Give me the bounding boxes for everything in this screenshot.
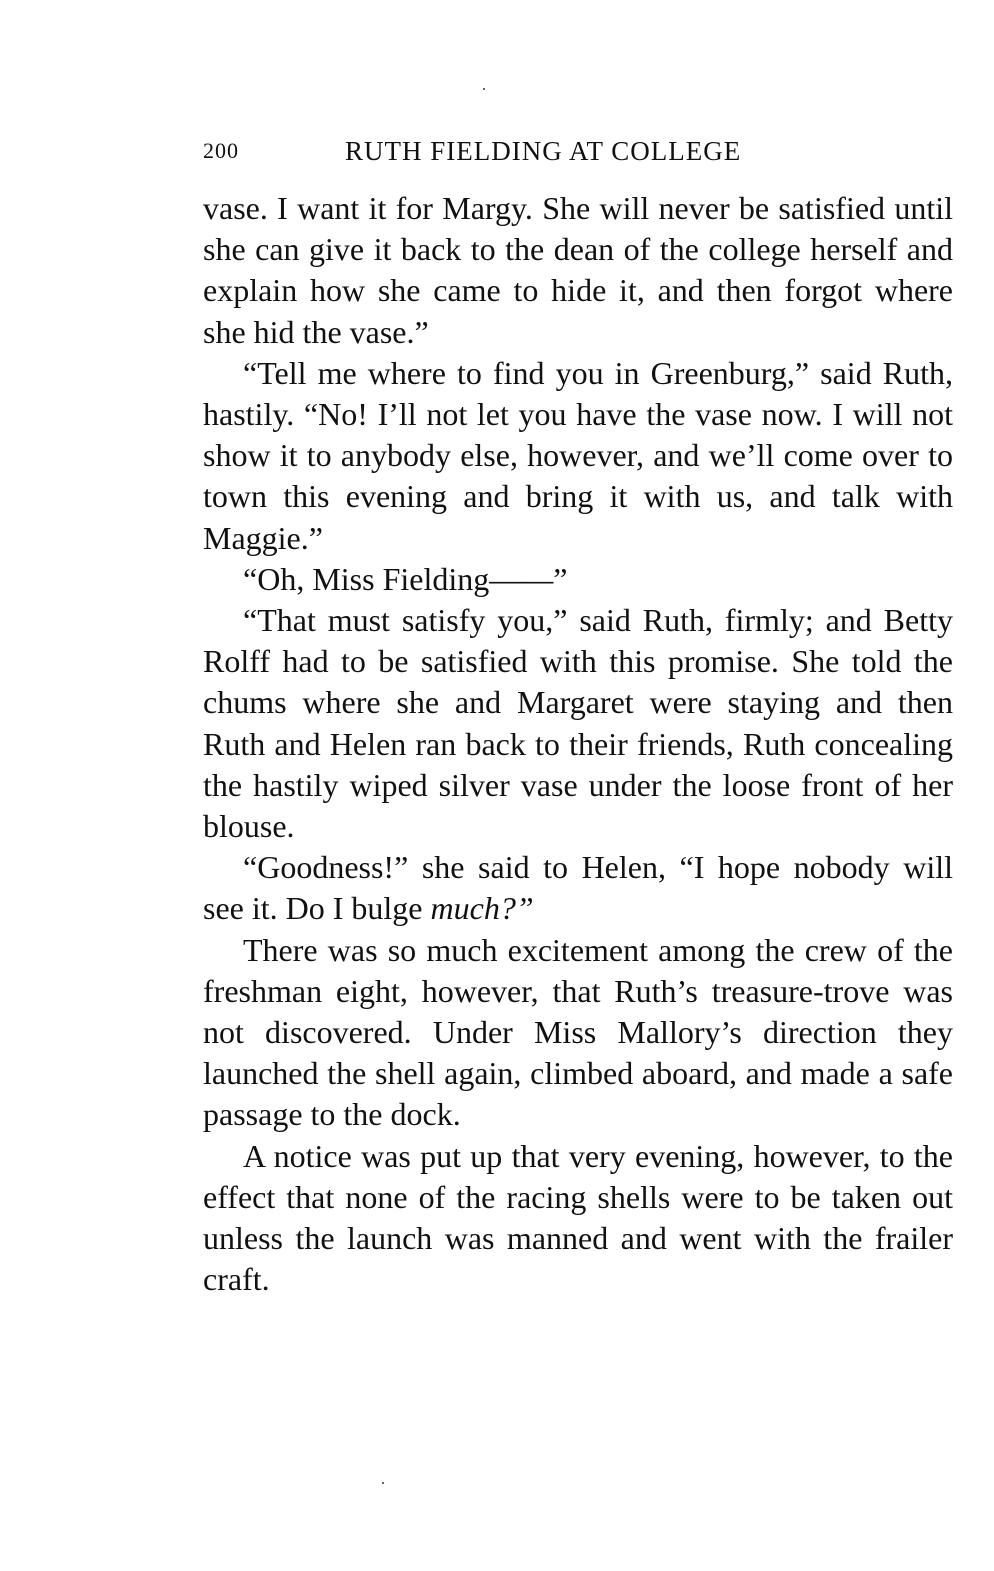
emphasis-text: much?” (430, 890, 534, 927)
running-header (203, 136, 953, 172)
print-speck (483, 88, 485, 90)
paragraph: A notice was put up that very evening, however, to the effect that none of the racing shells were to be taken out unless the launch was manned and went with the frailer craft. (203, 1137, 953, 1298)
body-text (203, 188, 953, 1300)
paragraph: “Oh, Miss Fielding——” (243, 560, 568, 597)
paragraph: “Tell me where to find you in Greenburg,” said Ruth, hastily. “No! I’ll not let you have the vase now. I will not show it to anybody else, however, and we’ll come over to town this evening and bring it with us, and talk with Maggie.” (203, 354, 953, 556)
paragraph: There was so much excitement among the crew of the freshman eight, however, that Ruth’s treasure-trove was not discovered. Under Miss Mallory’s direction they launched the shell again, climbed aboard, and made a safe passage to the dock. (203, 931, 953, 1133)
paragraph (203, 847, 953, 929)
paragraph: vase. I want it for Margy. She will never be satisfied until she can give it back to the dean of the college herself and explain how she came to hide it, and then forgot where she hid the vase.” (203, 190, 953, 350)
paragraph: “That must satisfy you,” said Ruth, firmly; and Betty Rolff had to be satisfied with this promise. She told the chums where she and Margaret were staying and then Ruth and Helen ran back to their friends, Ruth concealing the hastily wiped silver vase under the loose front of her blouse. (203, 602, 953, 845)
page-number: 200 (203, 138, 239, 163)
print-speck (382, 1482, 384, 1484)
running-title: RUTH FIELDING AT COLLEGE (345, 136, 742, 166)
dialogue-text: “Goodness!” she said to Helen, “I hope nobody will see it. Do I bulge (203, 849, 953, 927)
